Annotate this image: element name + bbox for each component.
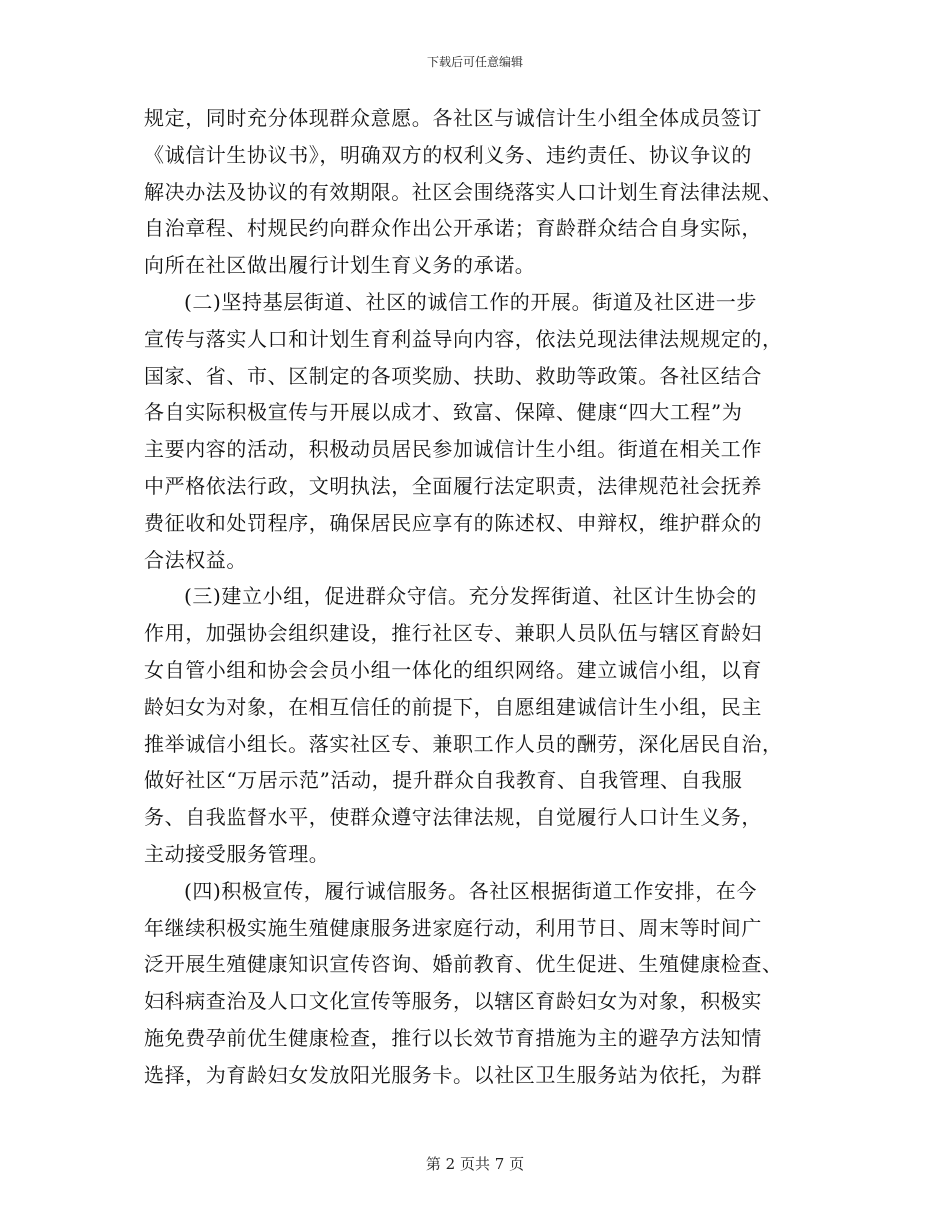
text-line: 龄妇女为对象，在相互信任的前提下，自愿组建诚信计生小组，民主 [144,694,762,719]
text-line: 泛开展生殖健康知识宣传咨询、婚前教育、优生促进、生殖健康检查、 [144,952,783,977]
text-line: 国家、省、市、区制定的各项奖励、扶助、救助等政策。各社区结合 [144,363,762,388]
text-line: 主要内容的活动，积极动员居民参加诚信计生小组。街道在相关工作 [144,437,762,462]
text-line: 务、自我监督水平，使群众遵守法律法规，自觉履行人口计生义务， [144,805,762,830]
text-line: 选择，为育龄妇女发放阳光服务卡。以社区卫生服务站为依托，为群 [144,1062,762,1087]
text-line: 中严格依法行政，文明执法，全面履行法定职责，法律规范社会抚养 [144,473,762,498]
text-line: 做好社区“万居示范”活动，提升群众自我教育、自我管理、自我服 [144,768,743,793]
text-line: 施免费孕前优生健康检查，推行以长效节育措施为主的避孕方法知情 [144,1025,762,1050]
text-line: 自治章程、村规民约向群众作出公开承诺；育龄群众结合自身实际， [144,216,762,241]
text-line: 作用，加强协会组织建设，推行社区专、兼职人员队伍与辖区育龄妇 [144,621,762,646]
page-footer: 第 2 页共 7 页 [425,1155,525,1173]
text-line: 规定，同时充分体现群众意愿。各社区与诚信计生小组全体成员签订 [144,106,762,130]
text-line: 年继续积极实施生殖健康服务进家庭行动，利用节日、周末等时间广 [144,915,762,940]
text-line: 各自实际积极宣传与开展以成才、致富、保障、健康“四大工程”为 [144,400,743,425]
document-body [144,100,809,1094]
text-line: 妇科病查治及人口文化宣传等服务，以辖区育龄妇女为对象，积极实 [144,989,762,1014]
text-line: 费征收和处罚程序，确保居民应享有的陈述权、申辩权，维护群众的 [144,510,762,535]
text-line: (三)建立小组，促进群众守信。充分发挥街道、社区计生协会的 [184,584,758,609]
text-line: 推举诚信小组长。落实社区专、兼职工作人员的酬劳，深化居民自治， [144,731,783,756]
text-line: 主动接受服务管理。 [144,841,330,866]
text-line: (四)积极宣传，履行诚信服务。各社区根据街道工作安排，在今 [184,878,758,903]
text-line: 女自管小组和协会会员小组一体化的组织网络。建立诚信小组，以育 [144,657,762,682]
text-line: 《诚信计生协议书》，明确双方的权利义务、违约责任、协议争议的 [144,142,752,167]
text-line: 合法权益。 [144,547,247,572]
page-header: 下载后可任意编辑 [426,55,523,69]
text-line: 宣传与落实人口和计划生育利益导向内容，依法兑现法律法规规定的， [144,326,783,351]
text-line: 向所在社区做出履行计划生育义务的承诺。 [144,253,536,278]
text-line: 解决办法及协议的有效期限。社区会围绕落实人口计划生育法律法规、 [144,179,783,204]
text-line: (二)坚持基层街道、社区的诚信工作的开展。街道及社区进一步 [184,289,758,314]
